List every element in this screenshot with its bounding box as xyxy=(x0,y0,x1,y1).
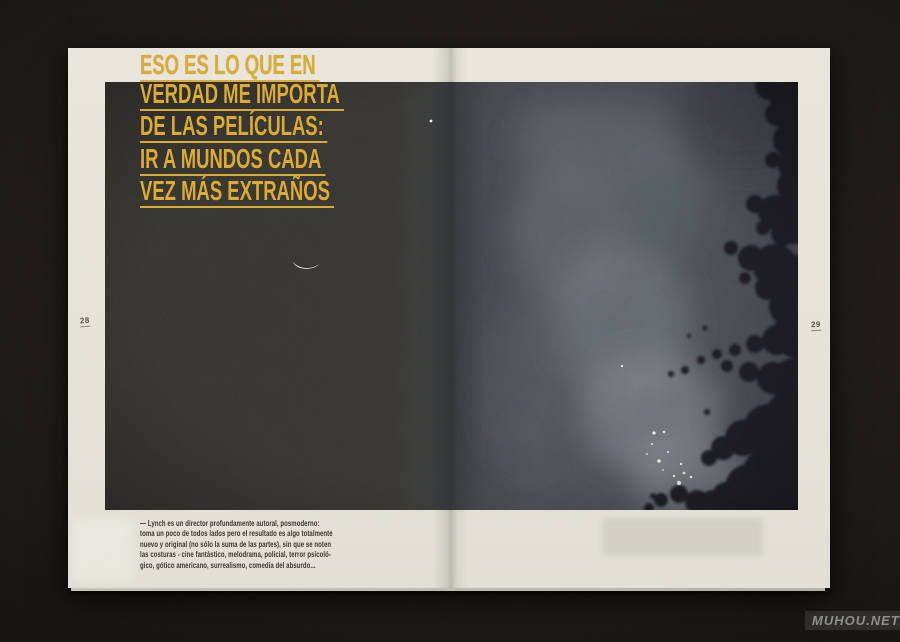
page-number-left: 28 xyxy=(79,315,91,326)
headline-line: VERDAD ME IMPORTA xyxy=(140,81,344,111)
page-edge xyxy=(71,588,825,591)
headline-row xyxy=(140,142,449,179)
caption-line: toma un poco de todos lados pero el resultado es algo totalmente xyxy=(140,528,333,539)
headline-line: IR A MUNDOS CADA xyxy=(140,146,325,176)
headline-line: VEZ MÁS EXTRAÑOS xyxy=(140,178,334,208)
photo-caption xyxy=(140,518,415,570)
caption-line: gico, gótico americano, surrealismo, comedia del absurdo... xyxy=(140,559,316,570)
headline-row xyxy=(140,110,449,146)
headline-row xyxy=(140,77,449,114)
show-through-ghost-left xyxy=(74,520,132,580)
page-number-right: 29 xyxy=(810,319,822,330)
headline-row xyxy=(140,48,449,81)
caption-line: nuevo y original (no sólo la suma de las partes), sin que se noten xyxy=(140,538,332,549)
caption-line: las costuras - cine fantástico, melodrama, policial, terror psicoló- xyxy=(140,549,331,560)
headline-row xyxy=(140,175,449,211)
headline xyxy=(140,48,449,211)
caption-line: — Lynch es un director profundamente autoral, posmoderno: xyxy=(140,518,320,528)
watermark: MUHOU.NET xyxy=(805,611,900,630)
magazine-spread xyxy=(68,48,830,588)
show-through-ghost xyxy=(603,518,763,556)
headline-line: ESO ES LO QUE EN xyxy=(140,52,320,82)
headline-line: DE LAS PELÍCULAS: xyxy=(140,113,328,143)
